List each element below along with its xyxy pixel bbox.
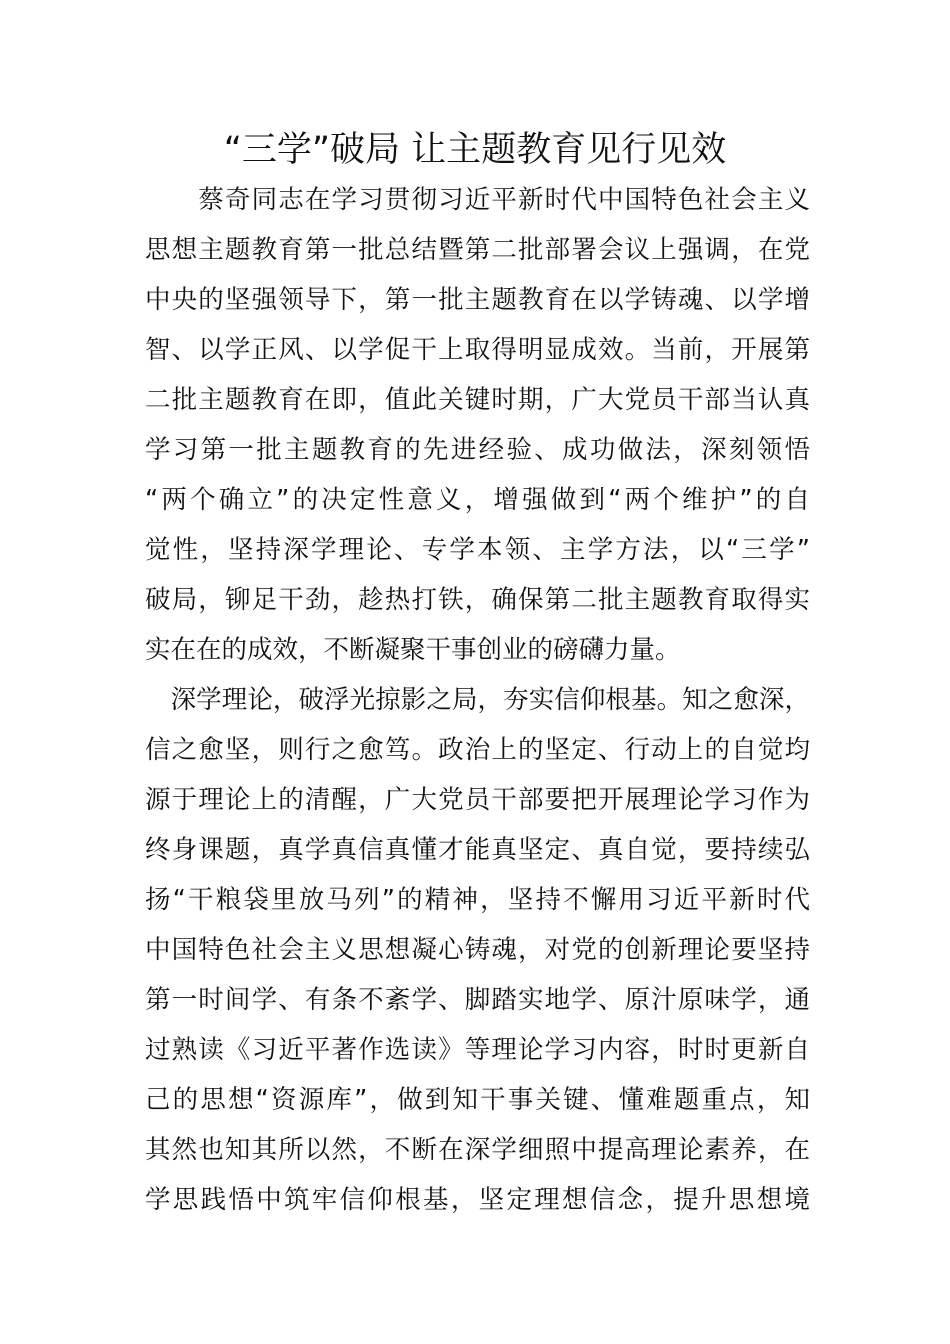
document-title: “三学”破局 让主题教育见行见效 (223, 130, 727, 170)
paragraph-2-line-8: 过熟读《习近平著作选读》等理论学习内容，时时更新自 (145, 1035, 810, 1065)
paragraph-2-line-6: 中国特色社会主义思想凝心铸魂，对党的创新理论要坚持 (145, 935, 810, 965)
paragraph-1-line-10: 实在在的成效，不断凝聚干事创业的磅礴力量。 (145, 635, 681, 665)
paragraph-2-line-2: 信之愈坚，则行之愈笃。政治上的坚定、行动上的自觉均 (145, 735, 810, 765)
paragraph-2-line-9: 己的思想“资源库”，做到知干事关键、懂难题重点，知 (145, 1085, 810, 1115)
paragraph-1-line-4: 智、以学正风、以学促干上取得明显成效。当前，开展第 (145, 335, 810, 365)
paragraph-2-line-1: 深学理论，破浮光掠影之局，夯实信仰根基。知之愈深， (145, 685, 810, 715)
paragraph-1-line-7: “两个确立”的决定性意义，增强做到“两个维护”的自 (145, 485, 810, 515)
paragraph-2-line-7: 第一时间学、有条不紊学、脚踏实地学、原汁原味学，通 (145, 985, 810, 1015)
paragraph-1-line-3: 中央的坚强领导下，第一批主题教育在以学铸魂、以学增 (145, 285, 810, 315)
paragraph-2-line-11: 学思践悟中筑牢信仰根基，坚定理想信念，提升思想境 (145, 1185, 810, 1215)
paragraph-2-line-10: 其然也知其所以然，不断在深学细照中提高理论素养，在 (145, 1135, 810, 1165)
paragraph-1-line-5: 二批主题教育在即，值此关键时期，广大党员干部当认真 (145, 385, 810, 415)
paragraph-2-line-5: 扬“干粮袋里放马列”的精神，坚持不懈用习近平新时代 (145, 885, 810, 915)
paragraph-1-line-2: 思想主题教育第一批总结暨第二批部署会议上强调，在党 (145, 235, 810, 265)
paragraph-1-line-8: 觉性，坚持深学理论、专学本领、主学方法，以“三学” (145, 535, 810, 565)
paragraph-1-line-1: 蔡奇同志在学习贯彻习近平新时代中国特色社会主义 (145, 185, 810, 215)
paragraph-2-line-3: 源于理论上的清醒，广大党员干部要把开展理论学习作为 (145, 785, 810, 815)
paragraph-2-line-4: 终身课题，真学真信真懂才能真坚定、真自觉，要持续弘 (145, 835, 810, 865)
paragraph-1-line-9: 破局，铆足干劲，趁热打铁，确保第二批主题教育取得实 (145, 585, 810, 615)
paragraph-1-line-6: 学习第一批主题教育的先进经验、成功做法，深刻领悟 (145, 435, 810, 465)
